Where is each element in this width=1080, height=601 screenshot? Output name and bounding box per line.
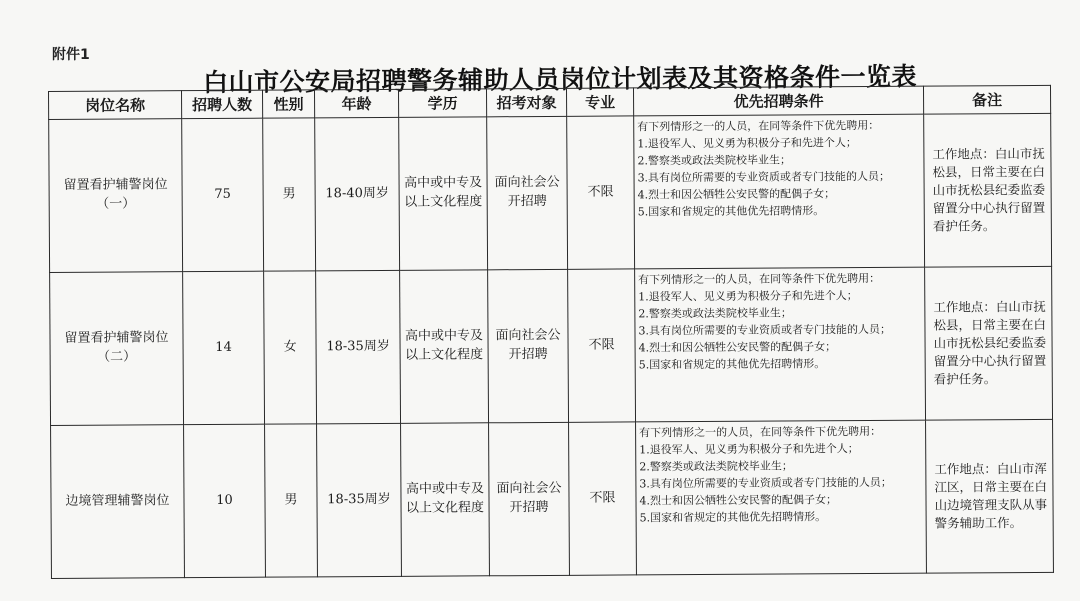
cell-gender: 男	[263, 118, 316, 271]
header-age: 年龄	[314, 89, 398, 118]
cell-education: 高中或中专及以上文化程度	[400, 270, 489, 424]
cell-education: 高中或中专及以上文化程度	[401, 423, 490, 577]
cell-remark: 工作地点：白山市抚松县，日常主要在白山市抚松县纪委监委留置分中心执行留置看护任务。	[924, 113, 1052, 267]
condition-line: 2.警察类或政法类院校毕业生；	[639, 459, 793, 474]
header-count: 招聘人数	[182, 90, 263, 118]
condition-line: 1.退役军人、见义勇为积极分子和先进个人；	[638, 289, 858, 304]
table-row	[51, 419, 1054, 578]
header-major: 专业	[566, 88, 633, 116]
cell-conditions	[636, 420, 927, 575]
header-remark: 备注	[923, 85, 1050, 114]
condition-line: 有下列情形之一的人员，在同等条件下优先聘用：	[637, 118, 880, 134]
cell-education: 高中或中专及以上文化程度	[399, 117, 488, 271]
cell-age: 18-40周岁	[315, 117, 400, 271]
cell-major: 不限	[567, 116, 635, 269]
condition-line: 4.烈士和因公牺牲公安民警的配偶子女；	[639, 493, 838, 508]
header-position: 岗位名称	[49, 91, 182, 120]
cell-conditions	[634, 114, 925, 269]
condition-line: 2.警察类或政法类院校毕业生；	[638, 306, 792, 321]
cell-count: 75	[182, 118, 264, 271]
cell-target: 面向社会公开招聘	[488, 269, 569, 422]
cell-age: 18-35周岁	[316, 270, 401, 424]
cell-conditions	[635, 267, 926, 422]
table-row	[50, 266, 1053, 425]
condition-line: 5.国家和省规定的其他优先招聘情形。	[638, 357, 826, 372]
attachment-label: 附件1	[52, 47, 90, 63]
cell-position: 留置看护辅警岗位（二）	[50, 272, 184, 426]
header-conditions: 优先招聘条件	[633, 86, 923, 116]
condition-line: 4.烈士和因公牺牲公安民警的配偶子女；	[638, 340, 837, 355]
cell-target: 面向社会公开招聘	[489, 422, 570, 575]
cell-gender: 男	[265, 424, 318, 577]
header-education: 学历	[398, 89, 486, 118]
cell-major: 不限	[568, 269, 636, 422]
table-row	[49, 113, 1052, 272]
recruitment-table	[48, 85, 1054, 579]
header-gender: 性别	[262, 90, 314, 118]
cell-position: 边境管理辅警岗位	[51, 425, 185, 579]
condition-line: 3.具有岗位所需要的专业资质或者专门技能的人员；	[637, 169, 891, 185]
cell-count: 10	[184, 424, 266, 577]
condition-line: 2.警察类或政法类院校毕业生；	[637, 153, 791, 168]
cell-position: 留置看护辅警岗位（一）	[49, 119, 183, 273]
cell-gender: 女	[264, 271, 317, 424]
condition-line: 有下列情形之一的人员，在同等条件下优先聘用：	[638, 271, 881, 287]
cell-remark: 工作地点：白山市抚松县，日常主要在白山市抚松县纪委监委留置分中心执行留置看护任务。	[925, 266, 1053, 420]
cell-count: 14	[183, 271, 265, 424]
header-target: 招考对象	[486, 88, 566, 116]
condition-line: 5.国家和省规定的其他优先招聘情形。	[637, 204, 825, 219]
condition-line: 4.烈士和因公牺牲公安民警的配偶子女；	[637, 187, 836, 202]
document-title: 白山市公安局招聘警务辅助人员岗位计划表及其资格条件一览表	[202, 61, 918, 98]
cell-major: 不限	[569, 422, 637, 575]
cell-target: 面向社会公开招聘	[487, 116, 568, 269]
condition-line: 5.国家和省规定的其他优先招聘情形。	[639, 510, 827, 525]
condition-line: 有下列情形之一的人员，在同等条件下优先聘用：	[639, 424, 882, 440]
condition-line: 1.退役军人、见义勇为积极分子和先进个人；	[637, 136, 857, 151]
cell-remark: 工作地点：白山市浑江区，日常主要在白山边境管理支队从事警务辅助工作。	[926, 419, 1054, 573]
condition-line: 3.具有岗位所需要的专业资质或者专门技能的人员；	[639, 475, 892, 491]
condition-line: 1.退役军人、见义勇为积极分子和先进个人；	[639, 442, 859, 457]
condition-line: 3.具有岗位所需要的专业资质或者专门技能的人员；	[638, 322, 892, 338]
cell-age: 18-35周岁	[317, 423, 402, 577]
